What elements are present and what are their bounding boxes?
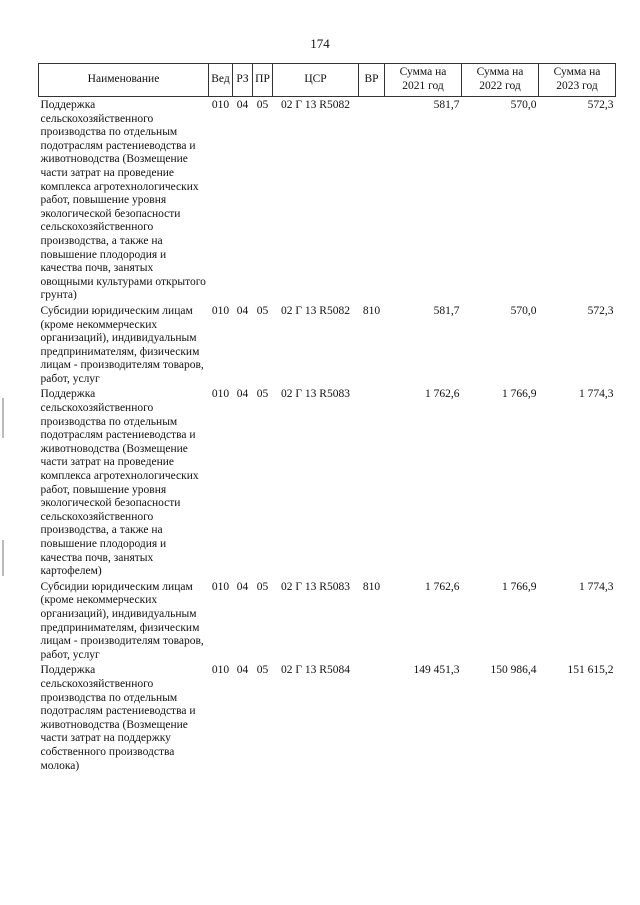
row-name: Поддержка сельскохозяйственного производства по отдельным подотраслям растениеводства и животноводства (Возмещение части затрат на проведение комплекса агротехнологических работ, повышение уровня экологической безопасности сельскохозяйственного производства, а также на повышение плодородия и качества почв, занятых овощными культурами открытого грунта) — [40, 99, 206, 302]
header-rz: РЗ — [233, 64, 253, 97]
row-ved: 010 — [211, 388, 230, 401]
row-vr — [359, 386, 385, 578]
row-name: Поддержка сельскохозяйственного производства по отдельным подотраслям растениеводства и животноводства (Возмещение части затрат на проведение комплекса агротехнологических работ, повышение уровня экологической безопасности сельскохозяйственного производства, а также на повышение плодородия и качества почв, занятых картофелем) — [40, 388, 199, 578]
row-vr — [359, 662, 385, 773]
row-name: Поддержка сельскохозяйственного производства по отдельным подотраслям растениеводства и животноводства (Возмещение части затрат на поддержку собственного производства молока) — [40, 664, 196, 772]
table-row — [39, 97, 616, 303]
header-vr: ВР — [359, 64, 385, 97]
row-name: Субсидии юридическим лицам (кроме некоммерческих организаций), индивидуальным предпринимателям, физическим лицам - производителям товаров, работ, услуг — [40, 304, 204, 385]
row-rz: 04 — [236, 388, 249, 401]
row-sum-2022: 570,0 — [510, 99, 537, 111]
row-csr: 02 Г 13 R5083 — [281, 388, 350, 401]
row-csr: 02 Г 13 R5083 — [281, 580, 350, 593]
row-sum-2022: 150 986,4 — [490, 664, 537, 677]
scan-edge-mark — [2, 540, 4, 576]
row-sum-2021: 1 762,6 — [425, 388, 460, 401]
table-row — [39, 579, 616, 663]
row-vr: 810 — [362, 580, 381, 593]
row-sum-2021: 581,7 — [433, 99, 460, 111]
budget-table — [38, 63, 616, 773]
header-sum-2023: Сумма на 2023 год — [539, 64, 616, 97]
row-ved: 010 — [211, 664, 230, 677]
row-sum-2021: 581,7 — [433, 304, 460, 317]
page-number: 174 — [310, 36, 330, 51]
table-header-row — [39, 64, 616, 97]
row-vr — [359, 97, 385, 303]
row-rz: 04 — [236, 304, 249, 317]
row-sum-2022: 570,0 — [510, 304, 537, 317]
header-name: Наименование — [39, 64, 209, 97]
table-row — [39, 662, 616, 773]
row-sum-2022: 1 766,9 — [502, 388, 537, 401]
row-sum-2023: 151 615,2 — [567, 664, 614, 677]
row-pr: 05 — [256, 304, 269, 317]
row-sum-2023: 1 774,3 — [579, 580, 614, 593]
row-sum-2021: 149 451,3 — [413, 664, 460, 677]
row-ved: 010 — [211, 304, 230, 317]
row-pr: 05 — [256, 99, 269, 111]
row-rz: 04 — [236, 664, 249, 677]
row-csr: 02 Г 13 R5082 — [281, 304, 350, 317]
row-sum-2023: 1 774,3 — [579, 388, 614, 401]
row-pr: 05 — [256, 388, 269, 401]
row-vr: 810 — [362, 304, 381, 317]
row-pr: 05 — [256, 664, 269, 677]
row-csr: 02 Г 13 R5084 — [281, 664, 350, 677]
header-sum-2021: Сумма на 2021 год — [385, 64, 462, 97]
row-csr: 02 Г 13 R5082 — [281, 99, 350, 111]
row-ved: 010 — [211, 99, 230, 111]
row-sum-2023: 572,3 — [587, 99, 614, 111]
row-name: Субсидии юридическим лицам (кроме некоммерческих организаций), индивидуальным предпринимателям, физическим лицам - производителям товаров, работ, услуг — [40, 580, 204, 661]
row-sum-2022: 1 766,9 — [502, 580, 537, 593]
table-row — [39, 386, 616, 578]
scan-edge-mark — [2, 398, 4, 438]
row-ved: 010 — [211, 580, 230, 593]
row-sum-2021: 1 762,6 — [425, 580, 460, 593]
row-rz: 04 — [236, 99, 249, 111]
header-csr: ЦСР — [273, 64, 359, 97]
row-sum-2023: 572,3 — [587, 304, 614, 317]
row-rz: 04 — [236, 580, 249, 593]
header-pr: ПР — [253, 64, 273, 97]
row-pr: 05 — [256, 580, 269, 593]
header-ved: Вед — [209, 64, 233, 97]
table-row — [39, 303, 616, 387]
header-sum-2022: Сумма на 2022 год — [462, 64, 539, 97]
